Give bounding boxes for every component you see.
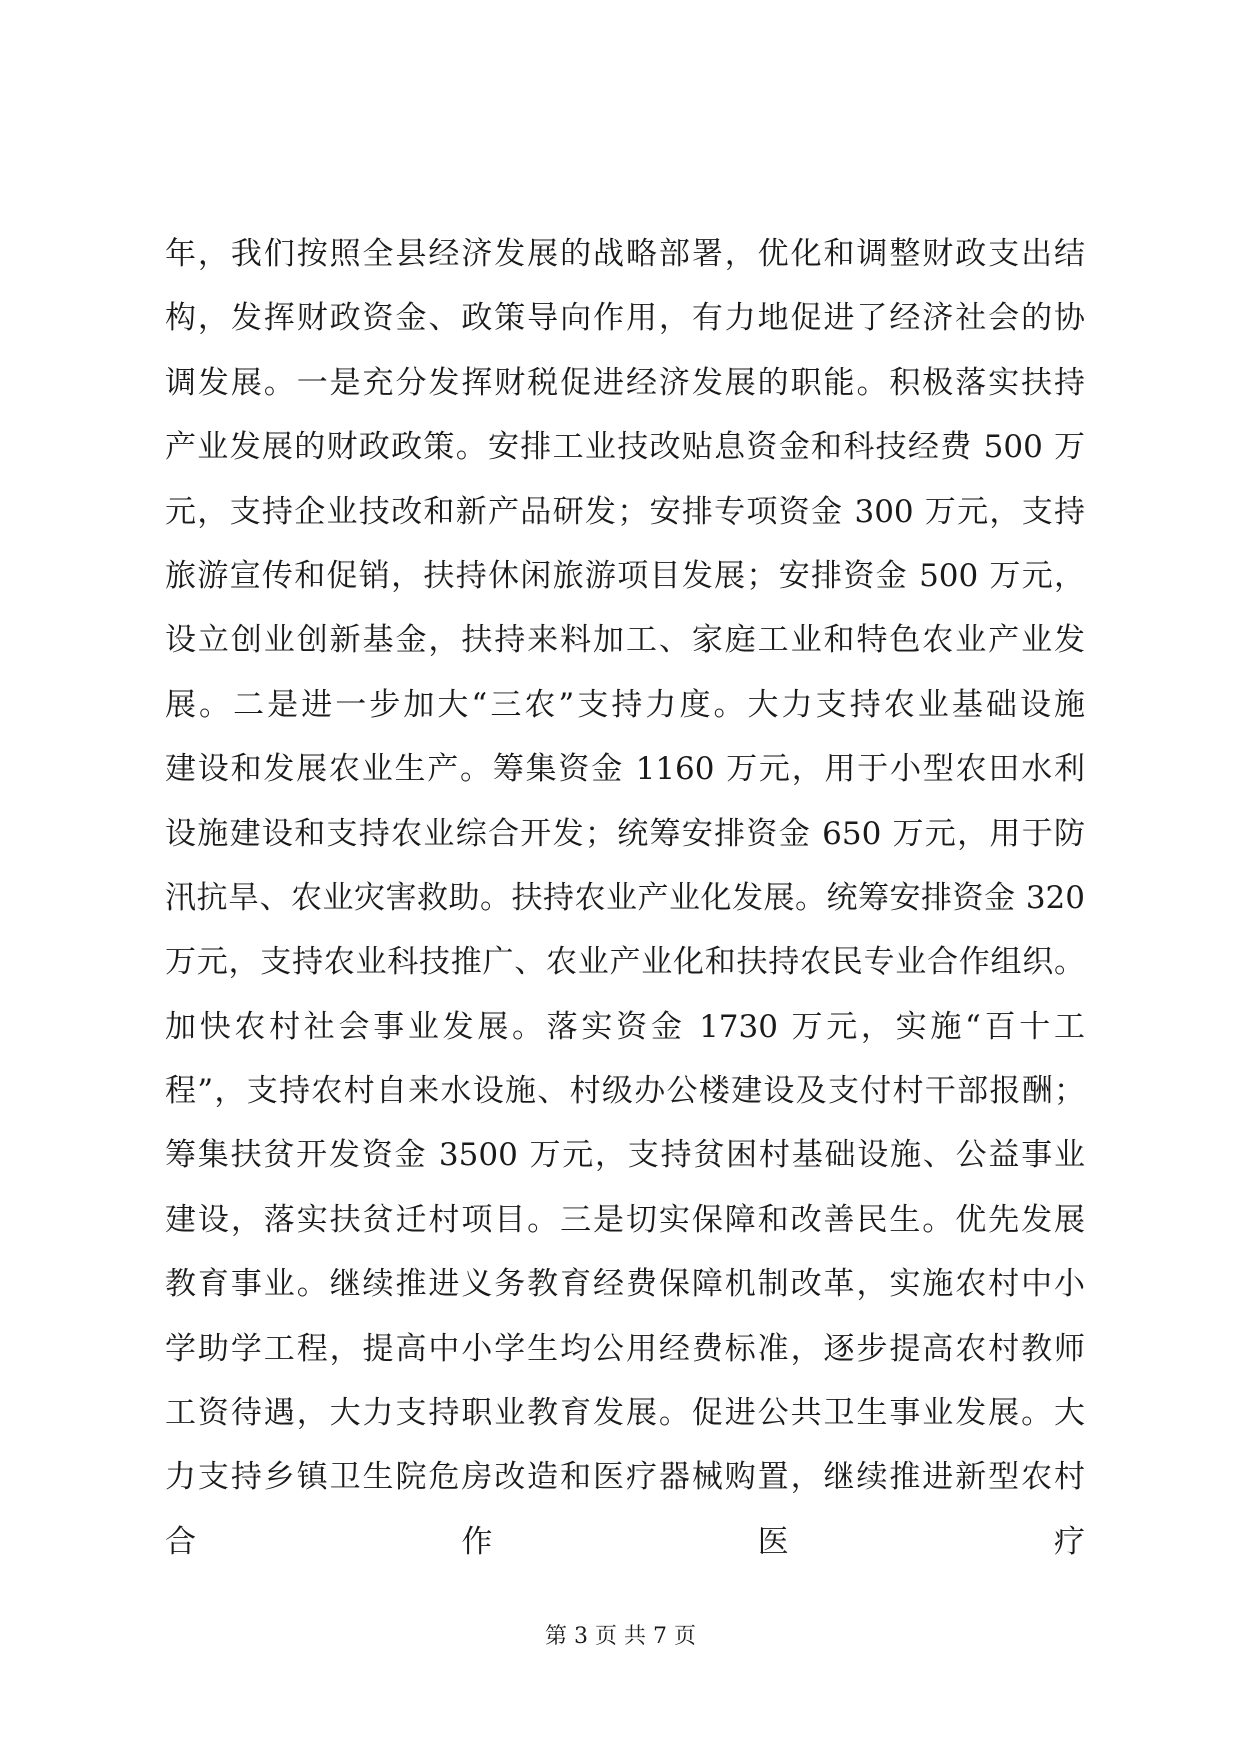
body-paragraph (165, 222, 1085, 1574)
text-line: 设立创业创新基金，扶持来料加工、家庭工业和特色农业产业发 (165, 622, 1085, 659)
text-line: 加快农村社会事业发展。落实资金 1730 万元，实施“百十工 (165, 1008, 1085, 1045)
text-line: 建设，落实扶贫迁村项目。三是切实保障和改善民生。优先发展 (165, 1201, 1085, 1238)
text-line: 合 作 医 疗 (165, 1523, 1085, 1560)
text-line: 构，发挥财政资金、政策导向作用，有力地促进了经济社会的协 (165, 300, 1085, 337)
text-line: 学助学工程，提高中小学生均公用经费标准，逐步提高农村教师 (165, 1330, 1085, 1367)
text-line: 元，支持企业技改和新产品研发；安排专项资金 300 万元，支持 (165, 493, 1085, 530)
text-line: 教育事业。继续推进义务教育经费保障机制改革，实施农村中小 (165, 1266, 1085, 1303)
text-line: 调发展。一是充分发挥财税促进经济发展的职能。积极落实扶持 (165, 364, 1085, 401)
text-line: 旅游宣传和促销，扶持休闲旅游项目发展；安排资金 500 万元， (165, 557, 1085, 594)
text-line: 工资待遇，大力支持职业教育发展。促进公共卫生事业发展。大 (165, 1395, 1085, 1432)
text-line: 程”，支持农村自来水设施、村级办公楼建设及支付村干部报酬； (165, 1073, 1085, 1110)
text-line: 汛抗旱、农业灾害救助。扶持农业产业化发展。统筹安排资金 320 (165, 879, 1085, 916)
text-line: 展。二是进一步加大“三农”支持力度。大力支持农业基础设施 (165, 686, 1085, 723)
text-line: 产业发展的财政政策。安排工业技改贴息资金和科技经费 500 万 (165, 429, 1085, 466)
text-line: 筹集扶贫开发资金 3500 万元，支持贫困村基础设施、公益事业 (165, 1137, 1085, 1174)
text-line: 建设和发展农业生产。筹集资金 1160 万元，用于小型农田水利 (165, 751, 1085, 788)
text-line: 设施建设和支持农业综合开发；统筹安排资金 650 万元，用于防 (165, 815, 1085, 852)
text-line: 万元，支持农业科技推广、农业产业化和扶持农民专业合作组织。 (165, 944, 1085, 981)
text-line: 力支持乡镇卫生院危房改造和医疗器械购置，继续推进新型农村 (165, 1459, 1085, 1496)
page-number-footer: 第 3 页 共 7 页 (545, 1624, 696, 1649)
text-line: 年，我们按照全县经济发展的战略部署，优化和调整财政支出结 (165, 236, 1085, 272)
